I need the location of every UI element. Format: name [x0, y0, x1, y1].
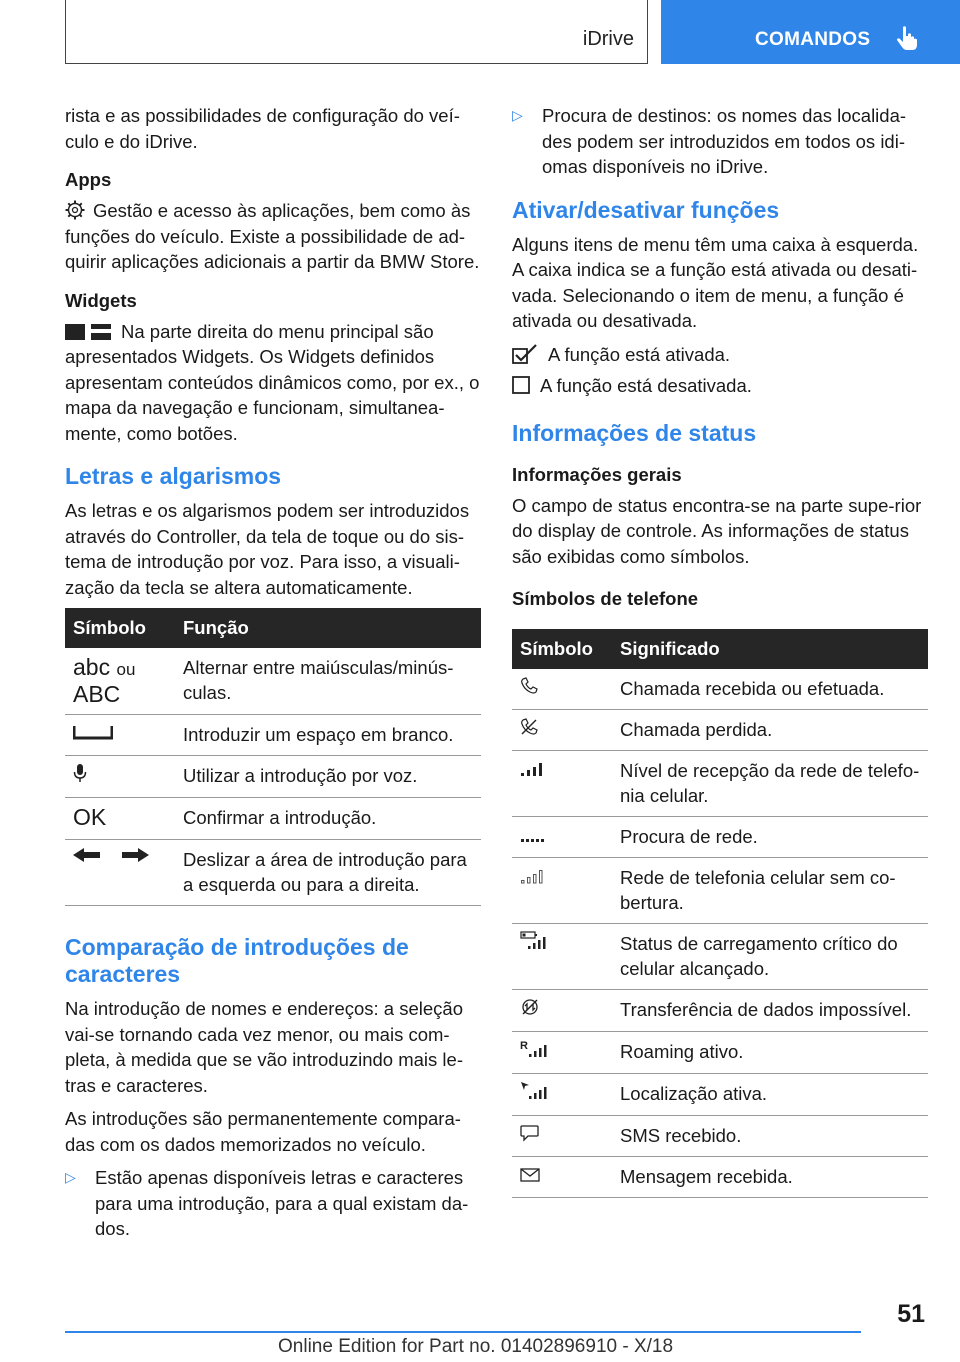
table-cell: Localização ativa. [612, 1074, 928, 1116]
apps-text: Gestão e acesso às aplicações, bem como às funções do veículo. Existe a possibilidade de ad-quirir aplicações adicionais a partir da BMW Store. [65, 200, 480, 272]
symbol-ok: OK [73, 804, 107, 830]
table-cell: Mensagem recebida. [612, 1157, 928, 1198]
table-row [512, 858, 928, 924]
toggle-text: Alguns itens de menu têm uma caixa à esquerda. A caixa indica se a função está ativada ou desati-vada. Selecionando o item de menu, a função é ativada ou desativada. [512, 233, 919, 331]
case-toggle-symbol [65, 648, 175, 715]
table-row [512, 990, 928, 1032]
col-header-function: Função [175, 608, 481, 648]
table-row [65, 840, 481, 906]
table-row [65, 798, 481, 840]
table-cell: Roaming ativo. [612, 1032, 928, 1074]
table-row [512, 817, 928, 858]
letters-heading: Letras e algarismos [65, 463, 282, 489]
apps-gear-icon [65, 200, 85, 220]
compare-paragraph-2: As introduções são permanentemente compara-das com os dados memorizados no veículo. [65, 1108, 461, 1155]
table-cell: Chamada recebida ou efetuada. [612, 669, 928, 710]
table-row [512, 1032, 928, 1074]
roaming-icon [520, 1039, 550, 1059]
table-cell: Rede de telefonia celular sem co-bertura. [612, 858, 928, 924]
table-row [512, 1074, 928, 1116]
table-row [65, 648, 481, 715]
table-cell: Transferência de dados impossível. [612, 990, 928, 1032]
hand-pointer-icon [896, 25, 918, 51]
table-cell: Status de carregamento crítico do celular alcançado. [612, 924, 928, 990]
table-cell: SMS recebido. [612, 1116, 928, 1157]
status-heading: Informações de status [512, 419, 757, 446]
widgets-paragraph [65, 319, 481, 447]
symbol-or: ou [116, 660, 136, 679]
table-cell: Chamada perdida. [612, 710, 928, 751]
page-number: 51 [897, 1300, 925, 1328]
missed-call-icon [520, 718, 538, 736]
arrow-left-icon [73, 847, 101, 863]
sms-icon [520, 1124, 540, 1142]
table-cell: Utilizar a introdução por voz. [175, 756, 481, 798]
general-heading: Informações gerais [512, 463, 682, 485]
battery-critical-icon [520, 931, 546, 951]
table-cell: Introduzir um espaço em branco. [175, 715, 481, 756]
table-row [512, 924, 928, 990]
data-transfer-blocked-icon [520, 997, 540, 1017]
inactive-line [512, 373, 928, 398]
table-row [512, 1116, 928, 1157]
symbol-ABC: ABC [73, 681, 121, 707]
letters-text: As letras e os algarismos podem ser introduzidos através do Controller, da tela de toque ou do sis-tema de introdução por voz. Para isso, a visuali-zação da tecla se altera automaticamente. [65, 500, 470, 598]
table-row [512, 1157, 928, 1198]
arrow-right-icon [121, 847, 149, 863]
microphone-icon [73, 763, 87, 783]
envelope-icon [520, 1167, 540, 1183]
arrows-symbol [65, 840, 175, 906]
header-section: iDrive [582, 28, 634, 50]
left-column [65, 103, 481, 1250]
table-row [65, 756, 481, 798]
network-search-icon [520, 825, 546, 843]
roaming-letter: R [520, 1040, 528, 1052]
bullet-item: ▷ Procura de destinos: os nomes das localida-des podem ser introduzidos em todos os idi-omas disponíveis no iDrive. [512, 103, 928, 180]
location-active-icon [520, 1081, 550, 1101]
header-chapter: COMANDOS [755, 29, 871, 50]
symbol-abc: abc [73, 654, 111, 680]
checkbox-checked-icon [512, 344, 538, 364]
intro-text: rista e as possibilidades de configuração do veí-culo e do iDrive. [65, 105, 460, 152]
active-line [512, 342, 928, 367]
table-cell: Procura de rede. [612, 817, 928, 858]
col-header-symbol: Símbolo [512, 629, 612, 669]
col-header-meaning: Significado [612, 629, 928, 669]
footer-edition: Online Edition for Part no. 01402896910 - X/18 [278, 1336, 674, 1357]
signal-strength-icon [520, 759, 546, 777]
table-row [65, 715, 481, 756]
widgets-icon [65, 323, 113, 341]
widgets-heading: Widgets [65, 289, 137, 311]
symbol-abc-line [73, 655, 167, 682]
table-row [512, 710, 928, 751]
inactive-text: A função está desativada. [540, 374, 752, 396]
ok-symbol [65, 798, 175, 840]
bullet-item: ▷ Estão apenas disponíveis letras e caracteres para uma introdução, para a qual existam da-dos. [65, 1165, 481, 1242]
table-row [512, 669, 928, 710]
space-bar-icon [73, 723, 113, 741]
general-text: O campo de status encontra-se na parte supe-rior do display de controle. As informações de status são exibidas como símbolos. [512, 494, 922, 567]
table-cell: Nível de recepção da rede de telefo-nia celular. [612, 751, 928, 817]
no-coverage-icon [520, 866, 546, 884]
checkbox-unchecked-icon [512, 376, 530, 394]
apps-heading: Apps [65, 169, 112, 190]
active-text: A função está ativada. [548, 343, 731, 365]
voice-symbol [65, 756, 175, 798]
table-cell: Deslizar a área de introdução para a esquerda ou para a direita. [175, 840, 481, 906]
toggle-heading: Ativar/desativar funções [512, 196, 780, 223]
header-section-box [65, 0, 648, 64]
phone-symbol-table [512, 629, 928, 1198]
compare-heading: Comparação de introduções de caracteres [65, 934, 409, 987]
col-header-symbol: Símbolo [65, 608, 175, 648]
table-cell: Confirmar a introdução. [175, 798, 481, 840]
space-symbol [65, 715, 175, 756]
letters-symbol-table [65, 608, 481, 906]
footer-divider [65, 1331, 861, 1333]
compare-paragraph-1: Na introdução de nomes e endereços: a seleção vai-se tornando cada vez menor, ou mais com-pleta, à medida que se vão introduzindo mais le-tras e caracteres. [65, 998, 464, 1096]
table-header-row [65, 608, 481, 648]
widgets-text: Na parte direita do menu principal são apresentados Widgets. Os Widgets definidos apresentam conteúdos dinâmicos como, por ex., o mapa da navegação e funcionam, simultanea-mente, como botões. [65, 320, 480, 444]
phone-call-icon [520, 677, 538, 695]
table-cell: Alternar entre maiúsculas/minús-culas. [175, 648, 481, 715]
phone-symbols-heading: Símbolos de telefone [512, 588, 699, 609]
table-row [512, 751, 928, 817]
apps-paragraph [65, 198, 481, 275]
table-header-row [512, 629, 928, 669]
header-chapter-box [661, 0, 960, 64]
right-column [512, 103, 928, 1198]
